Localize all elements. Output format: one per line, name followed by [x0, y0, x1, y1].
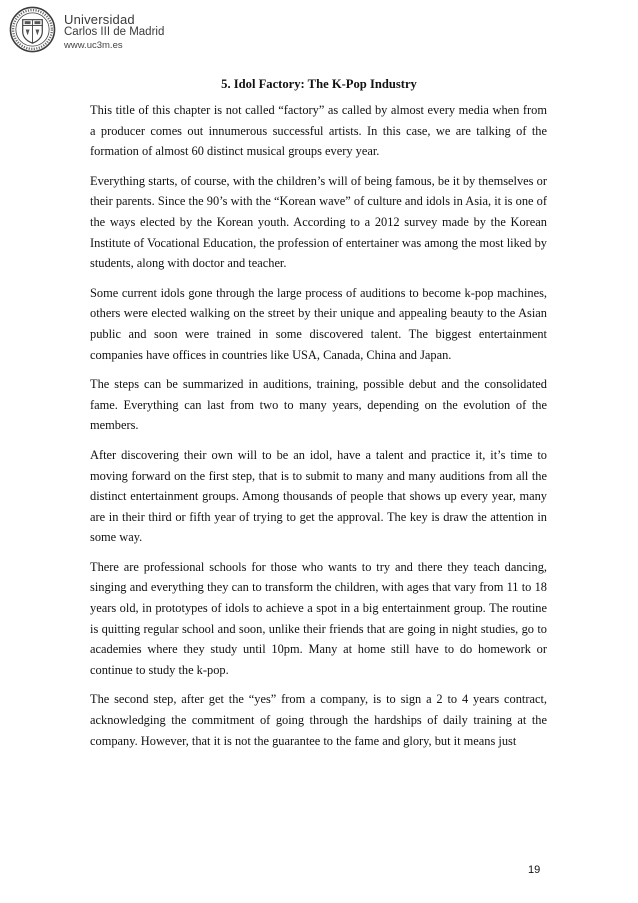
paragraph: There are professional schools for those who wants to try and there they teach dancing, singing and everything they can to transform the children, with ages that vary from 11 to 18 years old, in prototypes of idols to achieve a spot in a big entertainment group. The routine is quitting regular school and soon, unlike their friends that are going in night studies, go to academies where they study until 10pm. Many at home still have to do homework or continue to study the k-pop.: [90, 559, 547, 677]
paragraph: Everything starts, of course, with the children’s will of being famous, be it by themselves or their parents. Since the 90’s with the “Korean wave” of culture and idols in Asia, it is one of the ways elected by the Korean youth. According to a 2012 survey made by the Korean Institute of Vocational Education, the profession of entertainer was among the most liked by students, along with doctor and teacher.: [90, 173, 547, 271]
university-website: www.uc3m.es: [64, 40, 123, 51]
paragraph: The steps can be summarized in auditions, training, possible debut and the consolidated fame. Everything can last from two to many years, depending on the evolution of the members.: [90, 377, 547, 433]
university-wordmark: [64, 13, 164, 52]
university-name: Universidad: [64, 12, 135, 27]
paragraph: The second step, after get the “yes” from a company, is to sign a 2 to 4 years contract, acknowledging the commitment of going through the hardships of daily training at the company. However, that it is not the guarantee to the fame and glory, but it means just: [90, 692, 547, 748]
body-text: [90, 100, 547, 760]
chapter-title: 5. Idol Factory: The K-Pop Industry: [221, 77, 417, 91]
paragraph: Some current idols gone through the large process of auditions to become k-pop machines, others were elected walking on the street by their unique and appealing beauty to the Asian public and soon were trained in some discovered talent. The biggest entertainment companies have offices in countries like USA, Canada, China and Japan.: [90, 285, 547, 362]
page-number: 19: [528, 864, 541, 876]
university-seal-icon: [9, 6, 56, 53]
paragraph: After discovering their own will to be an idol, have a talent and practice it, it’s time to moving forward on the first step, that is to submit to many and many auditions from all the distinct entertainment groups. Among thousands of people that shows up every year, many are in their third or fifth year of trying to get the approval. The key is draw the attention in some way.: [90, 447, 547, 545]
page-header: [9, 6, 209, 56]
university-subname: Carlos III de Madrid: [64, 26, 165, 38]
paragraph: This title of this chapter is not called “factory” as called by almost every media when from a producer comes out innumerous successful artists. In this case, we are talking of the formation of almost 60 distinct musical groups every year.: [90, 103, 547, 159]
